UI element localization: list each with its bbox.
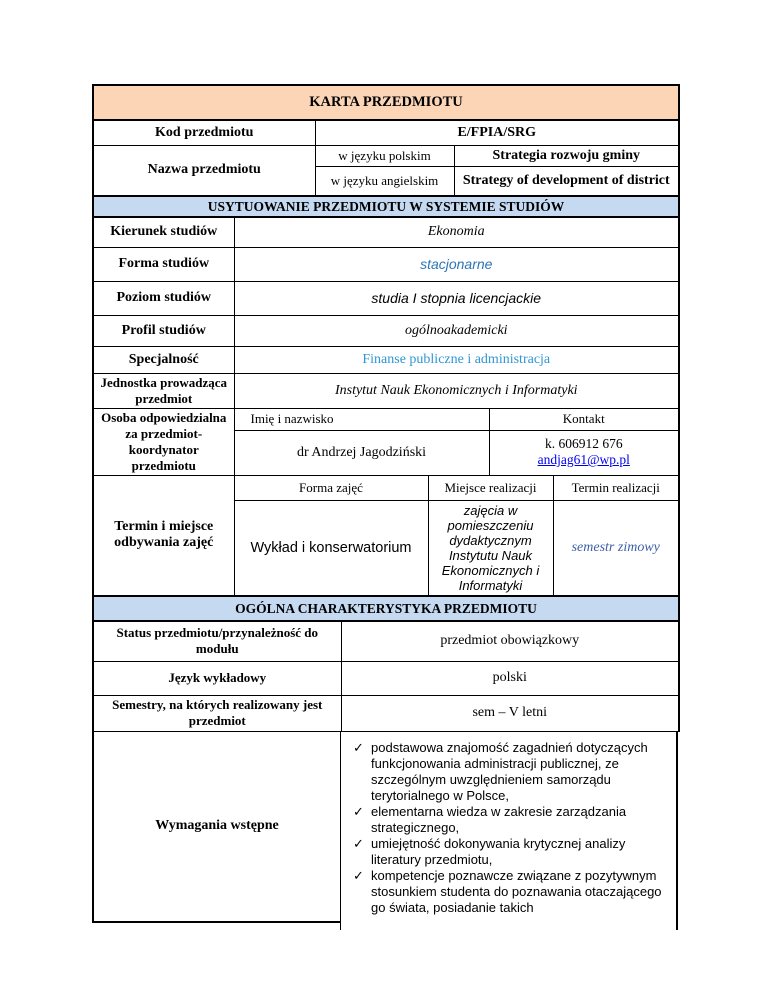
prerequisites-label: Wymagania wstępne [92,732,340,923]
study-profile-label: Profil studiów [93,315,234,346]
language-value: polski [341,661,679,695]
prerequisites-content [340,732,678,930]
coordinator-name: dr Andrzej Jagodziński [234,430,489,475]
course-code-label: Kod przedmiotu [93,120,315,145]
coordinator-label: Osoba odpowiedzialna za przedmiot- koordynator przedmiotu [93,409,234,476]
prerequisite-text: kompetencje poznawcze związane z pozytywnym stosunkiem studenta do poznawania otaczającego go świata, posiadanie takich [371,867,662,915]
study-level-value: studia I stopnia licencjackie [234,281,679,315]
course-code-value: E/FPIA/SRG [315,120,679,145]
name-english-label: w języku angielskim [315,166,454,196]
checkmark-icon: ✓ [353,803,364,819]
specialization-label: Specjalność [93,346,234,373]
prerequisite-item [351,836,670,868]
schedule-place-header: Miejsce realizacji [428,476,553,501]
study-level-label: Poziom studiów [93,281,234,315]
semesters-label: Semestry, na których realizowany jest przedmiot [93,695,341,731]
semesters-value: sem – V letni [341,695,679,731]
general-table [92,597,680,732]
schedule-table [92,476,680,598]
checkmark-icon: ✓ [353,739,364,755]
unit-value: Instytut Nauk Ekonomicznych i Informatyki [234,373,679,408]
placement-table [92,197,680,409]
study-mode-label: Forma studiów [93,247,234,281]
unit-label: Jednostka prowadząca przedmiot [93,373,234,408]
prerequisite-text: elementarna wiedza w zakresie zarządzania strategicznego, [371,803,627,835]
prerequisite-item [351,740,670,804]
course-card-document [92,84,678,930]
header-table [92,84,680,197]
schedule-label: Termin i miejsce odbywania zajęć [93,476,234,597]
field-of-study-label: Kierunek studiów [93,217,234,247]
name-polish-label: w języku polskim [315,145,454,166]
coordinator-contact-header: Kontakt [489,409,679,431]
prerequisite-text: podstawowa znajomość zagadnień dotyczących funkcjonowania administracji publicznej, ze szczególnym uwzględnieniem samorządu terytorialnego w Polsce, [371,739,648,803]
coordinator-name-header: Imię i nazwisko [234,409,489,431]
status-label: Status przedmiotu/przynależność do modułu [93,621,341,661]
coordinator-phone: k. 606912 676 [544,436,623,452]
general-section-header: OGÓLNA CHARAKTERYSTYKA PRZEDMIOTU [93,597,679,621]
specialization-value: Finanse publiczne i administracja [234,346,679,373]
prerequisite-text: umiejętność dokonywania krytycznej analizy literatury przedmiotu, [371,835,626,867]
study-profile-value: ogólnoakademicki [234,315,679,346]
schedule-place-value: zajęcia w pomieszczeniu dydaktycznym Instytutu Nauk Ekonomicznych i Informatyki [428,501,553,597]
course-name-label: Nazwa przedmiotu [93,145,315,196]
prerequisite-item [351,868,670,916]
name-polish-value: Strategia rozwoju gminy [454,145,679,166]
coordinator-contact-cell [489,430,679,475]
schedule-time-header: Termin realizacji [553,476,679,501]
language-label: Język wykładowy [93,661,341,695]
status-value: przedmiot obowiązkowy [341,621,679,661]
placement-section-header: USYTUOWANIE PRZEDMIOTU W SYSTEMIE STUDIÓW [93,197,679,217]
checkmark-icon: ✓ [353,867,364,883]
checkmark-icon: ✓ [353,835,364,851]
prerequisite-item [351,804,670,836]
name-english-value: Strategy of development of district [454,166,679,196]
study-mode-value: stacjonarne [234,247,679,281]
prerequisites-row [92,732,678,930]
coordinator-table [92,409,680,476]
schedule-time-value: semestr zimowy [553,501,679,597]
email-link[interactable]: andjag61@wp.pl [537,452,630,468]
schedule-form-header: Forma zajęć [234,476,428,501]
document-title: KARTA PRZEDMIOTU [93,85,679,120]
schedule-form-value: Wykład i konserwatorium [234,501,428,597]
field-of-study-value: Ekonomia [234,217,679,247]
